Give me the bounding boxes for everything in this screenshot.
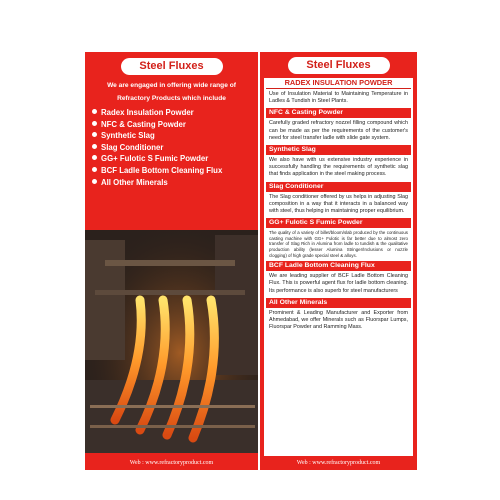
section-body-radex: Use of Insulation Material to Maintaining Temperature in Ladles & Tundish in Steel Plants. bbox=[269, 91, 408, 105]
product-item: GG+ Fulotic S Fumic Powder bbox=[92, 153, 258, 165]
section-body-bcf: We are leading supplier of BCF Ladle Bottom Cleaning Flux. This is powerful agent flux for ladle bottom cleaning. Its performance is also superb for steel manufacturers bbox=[269, 273, 408, 294]
product-item: Radex Insulation Powder bbox=[92, 107, 258, 119]
intro-line-2: Refractory Products which include bbox=[117, 95, 226, 102]
right-card bbox=[264, 52, 413, 456]
product-item: Slag Conditioner bbox=[92, 142, 258, 154]
bullet-dot-icon bbox=[92, 132, 97, 137]
section-body-slag-conditioner: The Slag conditioner offered by us helps in adjusting Slag composition in a way that it interacts in a balanced way with steel, thus helping in maintaining proper equilibrium. bbox=[269, 193, 408, 215]
right-panel bbox=[260, 52, 417, 470]
section-heading-synthetic-slag: Synthetic Slag bbox=[266, 145, 411, 155]
section-body-gg-fulotic: The quality of a variety of billet/bloom/slab produced by the continuous casting machine with GG+ Fulotic is far better due to almost zero transfer of Slag Rich in Alumina from ladle to tundish & the qualitative production ability (lesser Alumina Stringer/Inclusions or nozzle clogging) of high grade special steel & alloys. bbox=[269, 230, 408, 258]
section-heading-nfc: NFC & Casting Powder bbox=[266, 108, 411, 118]
section-heading-bcf: BCF Ladle Bottom Cleaning Flux bbox=[266, 261, 411, 271]
steel-casting-photo bbox=[85, 230, 258, 453]
product-item: BCF Ladle Bottom Cleaning Flux bbox=[92, 165, 258, 177]
bullet-dot-icon bbox=[92, 121, 97, 126]
left-web-footer: Web : www.refractoryproduct.com bbox=[129, 460, 214, 466]
section-heading-radex: RADEX INSULATION POWDER bbox=[266, 78, 411, 89]
product-item: Synthetic Slag bbox=[92, 130, 258, 142]
section-heading-other-minerals: All Other Minerals bbox=[266, 298, 411, 308]
section-body-other-minerals: Prominent & Leading Manufacturer and Exporter from Ahmedabad, we offer Minerals such as Fluorspar Lumps, Fluorspar Powder and Ramming Mass. bbox=[269, 309, 408, 331]
right-web-footer: Web : www.refractoryproduct.com bbox=[296, 460, 381, 466]
bullet-dot-icon bbox=[92, 109, 97, 114]
product-list bbox=[85, 107, 258, 188]
intro-line-1: We are engaged in offering wide range of bbox=[107, 82, 236, 89]
left-panel bbox=[85, 52, 258, 470]
bullet-dot-icon bbox=[92, 179, 97, 184]
section-heading-gg-fulotic: GG+ Fulotic S Fumic Powder bbox=[266, 218, 411, 228]
left-intro bbox=[91, 79, 252, 105]
bullet-dot-icon bbox=[92, 167, 97, 172]
product-item: NFC & Casting Powder bbox=[92, 119, 258, 131]
product-item: All Other Minerals bbox=[92, 177, 258, 189]
section-body-synthetic-slag: We also have with us extensive industry experience in successfully handling the requirements of synthetic slag that finds application in the steel making process. bbox=[269, 157, 408, 178]
right-title: Steel Fluxes bbox=[288, 57, 390, 74]
left-title: Steel Fluxes bbox=[121, 58, 223, 75]
bullet-dot-icon bbox=[92, 155, 97, 160]
bullet-dot-icon bbox=[92, 144, 97, 149]
section-body-nfc: Carefully graded refractory nozzel filling compound which can be made as per the requirements of the customer's need for steel transfer ladle with slide gate system. bbox=[269, 120, 408, 141]
section-heading-slag-conditioner: Slag Conditioner bbox=[266, 182, 411, 192]
